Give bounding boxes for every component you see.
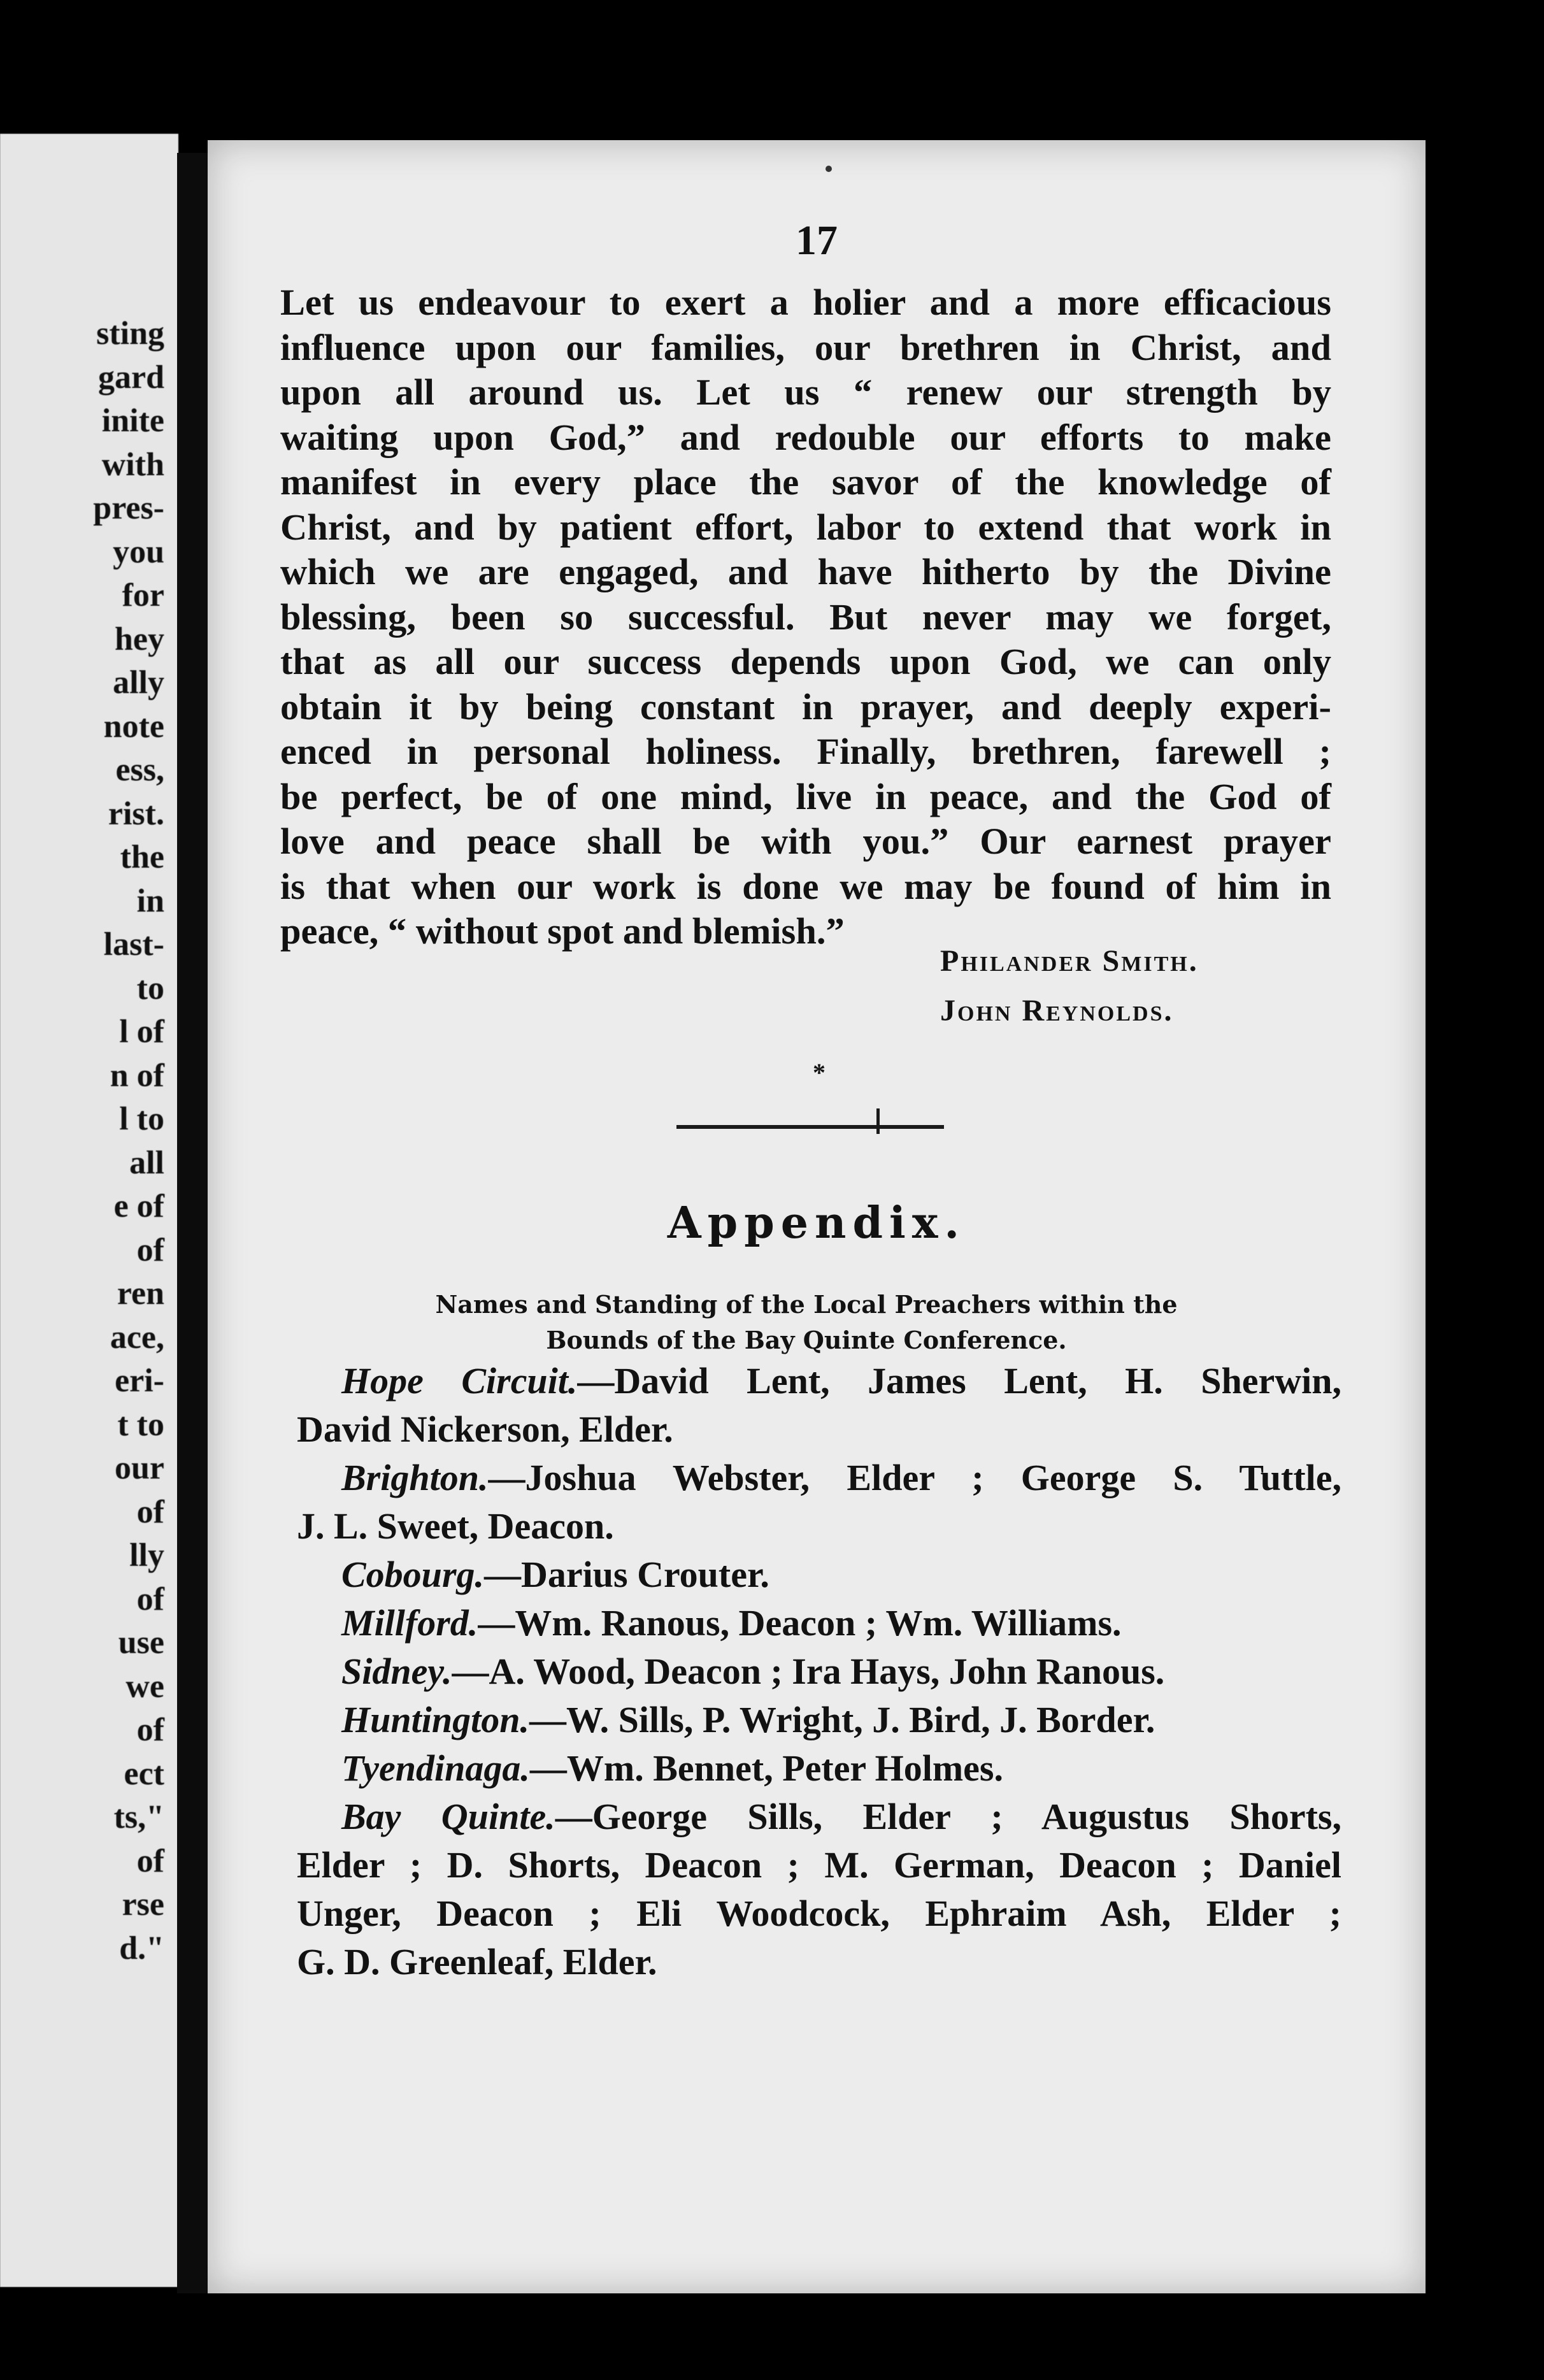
text-line: obtain it by being constant in prayer, and deeply experi- [280, 685, 1331, 728]
circuit-preachers: —George Sills, Elder ; Augustus Shorts, [555, 1796, 1341, 1837]
facing-page-fragment: with [101, 446, 164, 483]
page-speck [826, 166, 832, 172]
facing-page-fragment: our [115, 1450, 164, 1486]
circuit-name: Cobourg. [341, 1554, 485, 1595]
facing-page-fragment: pres- [93, 490, 164, 526]
facing-page-fragment: last- [103, 926, 164, 963]
facing-page-fragment: ect [124, 1755, 164, 1792]
text-line: influence upon our families, our brethren in Christ, and [280, 326, 1331, 368]
signature-name: Philander Smith. [940, 944, 1199, 978]
appendix-heading: Appendix. [667, 1198, 966, 1249]
circuit-entry-line [297, 1744, 1341, 1793]
facing-page-fragment: ace, [110, 1319, 164, 1356]
circuit-preachers: —Wm. Bennet, Peter Holmes. [529, 1747, 1003, 1789]
signature-block [940, 936, 1199, 1036]
circuit-name: Hope Circuit. [341, 1360, 578, 1401]
closing-paragraph [280, 280, 1331, 954]
circuit-entry-line [297, 1647, 1341, 1696]
circuit-entry-line [297, 1599, 1341, 1647]
circuit-preachers: —W. Sills, P. Wright, J. Bird, J. Border. [529, 1699, 1155, 1740]
facing-page-fragment: to [136, 970, 164, 1007]
facing-page-fragment: of [136, 1581, 164, 1617]
facing-page-fragment: in [136, 882, 164, 919]
facing-page-fragment: you [113, 533, 164, 570]
circuit-entry-line [297, 1793, 1341, 1841]
facing-page-fragment: inite [101, 403, 164, 439]
circuit-preachers: —David Lent, James Lent, H. Sherwin, [577, 1360, 1341, 1401]
facing-page-fragment: l of [119, 1014, 164, 1050]
circuit-entry-line: J. L. Sweet, Deacon. [297, 1505, 614, 1547]
circuit-list [297, 1357, 1341, 1986]
facing-page-fragment: all [129, 1144, 164, 1181]
text-line: love and peace shall be with you.” Our earnest prayer [280, 821, 1331, 862]
facing-page-fragment: eri- [115, 1363, 164, 1399]
signature-name: John Reynolds. [940, 994, 1174, 1028]
circuit-entry-line: Unger, Deacon ; Eli Woodcock, Ephraim Ash, Elder ; [297, 1893, 1341, 1934]
book-gutter [177, 153, 209, 2293]
text-line: is that when our work is done we may be found of him in [280, 865, 1331, 907]
circuit-entry-line [297, 1454, 1341, 1502]
circuit-name: Tyendinaga. [341, 1747, 530, 1789]
circuit-entry-line: David Nickerson, Elder. [297, 1409, 673, 1450]
circuit-preachers: —A. Wood, Deacon ; Ira Hays, John Ranous. [452, 1651, 1165, 1692]
circuit-entry-line [297, 1357, 1341, 1405]
text-line: waiting upon God,” and redouble our efforts to make [280, 416, 1331, 458]
facing-page-fragment: for [122, 577, 164, 613]
facing-page-fragment: of [136, 1493, 164, 1530]
facing-page-fragment: ts," [113, 1799, 164, 1835]
facing-page-left [0, 134, 178, 2287]
facing-page-fragment: d." [119, 1930, 164, 1967]
text-line: Let us endeavour to exert a holier and a more efficacious [280, 282, 1331, 323]
facing-page-fragment: the [120, 839, 164, 875]
circuit-preachers: —Darius Crouter. [484, 1554, 769, 1595]
facing-page-fragment: rse [122, 1886, 164, 1923]
facing-page-fragment: ren [117, 1275, 164, 1312]
circuit-name: Huntington. [341, 1699, 529, 1740]
facing-page-fragment: e of [113, 1188, 164, 1224]
circuit-preachers: —Joshua Webster, Elder ; George S. Tuttle, [488, 1457, 1341, 1498]
section-divider-ornament [876, 1108, 880, 1134]
facing-page-fragment: we [125, 1668, 164, 1705]
subheading-line: Bounds of the Bay Quinte Conference. [546, 1326, 1067, 1354]
facing-page-fragment: hey [115, 620, 164, 657]
page-number: 17 [796, 217, 838, 264]
subheading-line: Names and Standing of the Local Preachers within the [435, 1290, 1178, 1319]
text-line: blessing, been so successful. But never may we forget, [280, 596, 1331, 638]
facing-page-fragment: note [103, 708, 164, 745]
book-page [208, 140, 1426, 2293]
facing-page-text-fragments [93, 312, 164, 1970]
facing-page-fragment: of [136, 1842, 164, 1879]
circuit-name: Sidney. [341, 1651, 452, 1692]
facing-page-fragment: rist. [108, 795, 164, 832]
facing-page-fragment: of [136, 1231, 164, 1268]
text-line: Christ, and by patient effort, labor to extend that work in [280, 506, 1331, 548]
circuit-entry-line [297, 1551, 1341, 1599]
facing-page-fragment: ally [113, 664, 164, 701]
text-line: which we are engaged, and have hitherto by the Divine [280, 551, 1331, 592]
text-line: enced in personal holiness. Finally, brethren, farewell ; [280, 731, 1331, 772]
text-line: peace, “ without spot and blemish.” [280, 910, 845, 952]
appendix-subheading [290, 1287, 1322, 1358]
section-divider [676, 1125, 944, 1129]
facing-page-fragment: t to [117, 1406, 164, 1443]
circuit-entry-line: G. D. Greenleaf, Elder. [297, 1941, 657, 1982]
text-line: upon all around us. Let us “ renew our strength by [280, 371, 1331, 413]
circuit-name: Brighton. [341, 1457, 489, 1498]
circuit-preachers: —Wm. Ranous, Deacon ; Wm. Williams. [478, 1602, 1122, 1644]
circuit-name: Bay Quinte. [341, 1796, 555, 1837]
facing-page-fragment: l to [119, 1101, 164, 1137]
printer-mark: * [813, 1058, 826, 1087]
circuit-name: Millford. [341, 1602, 478, 1644]
circuit-entry-line [297, 1696, 1341, 1744]
circuit-entry-line: Elder ; D. Shorts, Deacon ; M. German, Deacon ; Daniel [297, 1844, 1341, 1886]
facing-page-fragment: sting [96, 315, 164, 352]
facing-page-fragment: use [118, 1624, 164, 1661]
facing-page-fragment: of [136, 1712, 164, 1748]
text-line: manifest in every place the savor of the knowledge of [280, 461, 1331, 503]
text-line: that as all our success depends upon God, we can only [280, 641, 1331, 682]
facing-page-fragment: ess, [115, 752, 164, 788]
text-line: be perfect, be of one mind, live in peace, and the God of [280, 775, 1331, 817]
facing-page-fragment: gard [98, 359, 164, 396]
facing-page-fragment: lly [129, 1537, 164, 1574]
facing-page-fragment: n of [110, 1057, 164, 1094]
